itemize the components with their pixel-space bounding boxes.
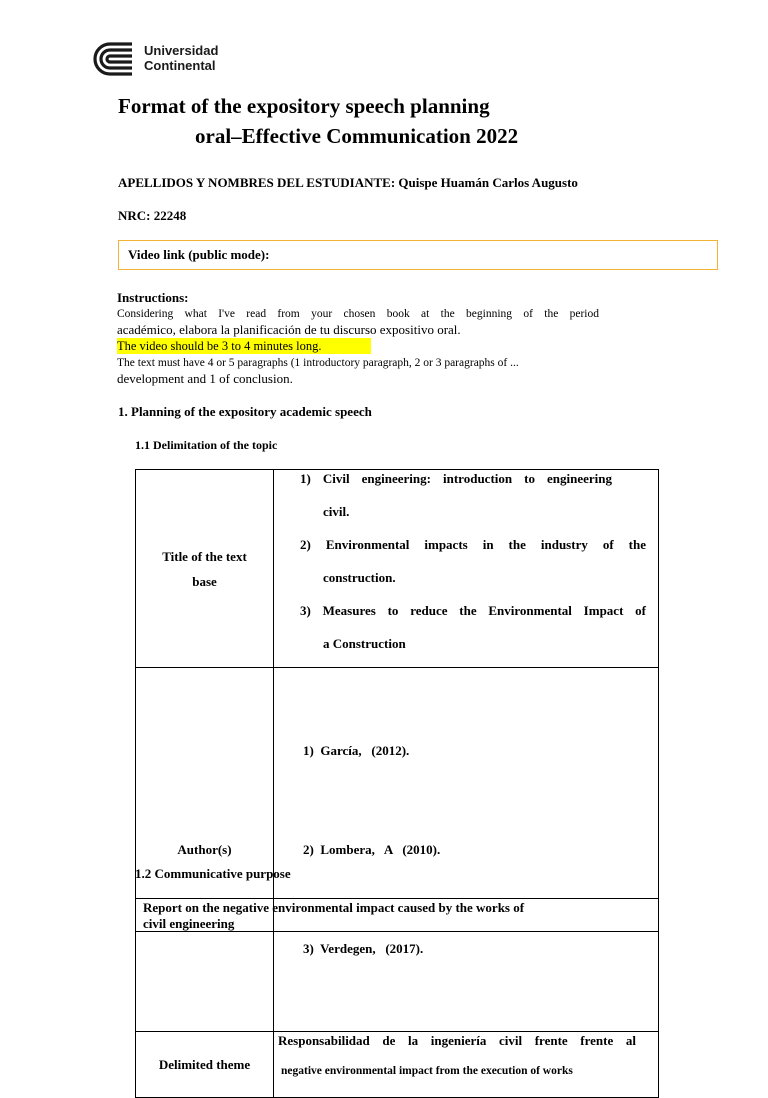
topic-table [135, 469, 659, 1098]
instructions-heading: Instructions: [117, 290, 189, 305]
author-item-3-text: Verdegen, (2017). [320, 941, 424, 956]
title-item-3-line-a [300, 594, 646, 627]
author-item-2-text: Lombera, A (2010). [320, 842, 441, 857]
title-item-1-line-a [300, 462, 646, 495]
theme-line-1: Responsabilidad de la ingeniería civil frente frente al [278, 1033, 636, 1048]
instructions-line-1: Considering what I've read from your chosen book at the beginning of the period [117, 308, 599, 320]
purpose-box [135, 898, 659, 932]
theme-label-cell [136, 1032, 274, 1098]
theme-label: Delimited theme [158, 1057, 251, 1072]
table-row-title [136, 470, 659, 668]
university-logo-icon [88, 40, 136, 78]
author-label-cell [136, 668, 274, 1032]
title-item-2-number: 2) [300, 537, 311, 552]
authors-cell [274, 668, 659, 1032]
table-row-authors [136, 668, 659, 1032]
author-item-3-number: 3) [303, 941, 314, 956]
title-item-2-line-a [300, 528, 646, 561]
table-row-theme [136, 1032, 659, 1098]
theme-cell [274, 1032, 659, 1098]
author-item-1 [303, 734, 658, 767]
title-item-1-number: 1) [300, 471, 311, 486]
instructions-line-5: development and 1 of conclusion. [117, 371, 293, 386]
instructions-line-2: académico, elabora la planificación de tu discurso expositivo oral. [117, 322, 461, 337]
title-label-cell [136, 470, 274, 668]
nrc-line: NRC: 22248 [118, 208, 187, 223]
logo-line-1: Universidad [144, 43, 219, 58]
title-item-3-line-b: a Construction [323, 636, 406, 651]
logo-text [144, 43, 218, 73]
author-item-2-number: 2) [303, 842, 314, 857]
author-item-3 [303, 932, 658, 965]
title-item-2-line-b: construction. [323, 570, 396, 585]
theme-line-2: negative environmental impact from the execution of works [281, 1065, 573, 1077]
instructions-highlight [117, 338, 371, 354]
instructions-line-3: The video should be 3 to 4 minutes long. [117, 338, 371, 354]
titles-cell [274, 470, 659, 668]
section-1-2-heading: 1.2 Communicative purpose [135, 866, 291, 881]
author-item-1-text: García, (2012). [320, 743, 410, 758]
purpose-line-2: civil engineering [143, 916, 235, 931]
author-item-2 [303, 833, 658, 866]
title-item-3-text: Measures to reduce the Environmental Impact of [322, 603, 646, 618]
titles-list [300, 462, 646, 660]
title-label-line-2: base [192, 573, 217, 589]
title-item-3-number: 3) [300, 603, 311, 618]
title-item-2-text: Environmental impacts in the industry of the [325, 537, 646, 552]
video-link-box [118, 240, 718, 270]
title-item-1-line-b: civil. [323, 504, 350, 519]
author-label: Author(s) [177, 842, 232, 857]
title-label-line-1: Title of the text [162, 548, 247, 564]
logo-line-2: Continental [144, 58, 216, 73]
document-title-line-2: oral–Effective Communication 2022 [195, 124, 519, 148]
section-1-1-heading: 1.1 Delimitation of the topic [135, 438, 278, 452]
instructions-line-4: The text must have 4 or 5 paragraphs (1 introductory paragraph, 2 or 3 paragraphs of ... [117, 357, 519, 369]
author-item-1-number: 1) [303, 743, 314, 758]
document-title-line-1: Format of the expository speech planning [118, 94, 490, 118]
video-link-label: Video link (public mode): [128, 247, 270, 262]
student-label: APELLIDOS Y NOMBRES DEL ESTUDIANTE: [118, 175, 396, 190]
section-1-heading: 1. Planning of the expository academic speech [118, 404, 372, 419]
university-logo [88, 40, 238, 80]
title-item-1-text: Civil engineering: introduction to engineering [322, 471, 613, 486]
purpose-line-1: Report on the negative environmental impact caused by the works of [143, 900, 525, 915]
student-name: Quispe Huamán Carlos Augusto [398, 175, 578, 190]
student-line [118, 175, 578, 191]
